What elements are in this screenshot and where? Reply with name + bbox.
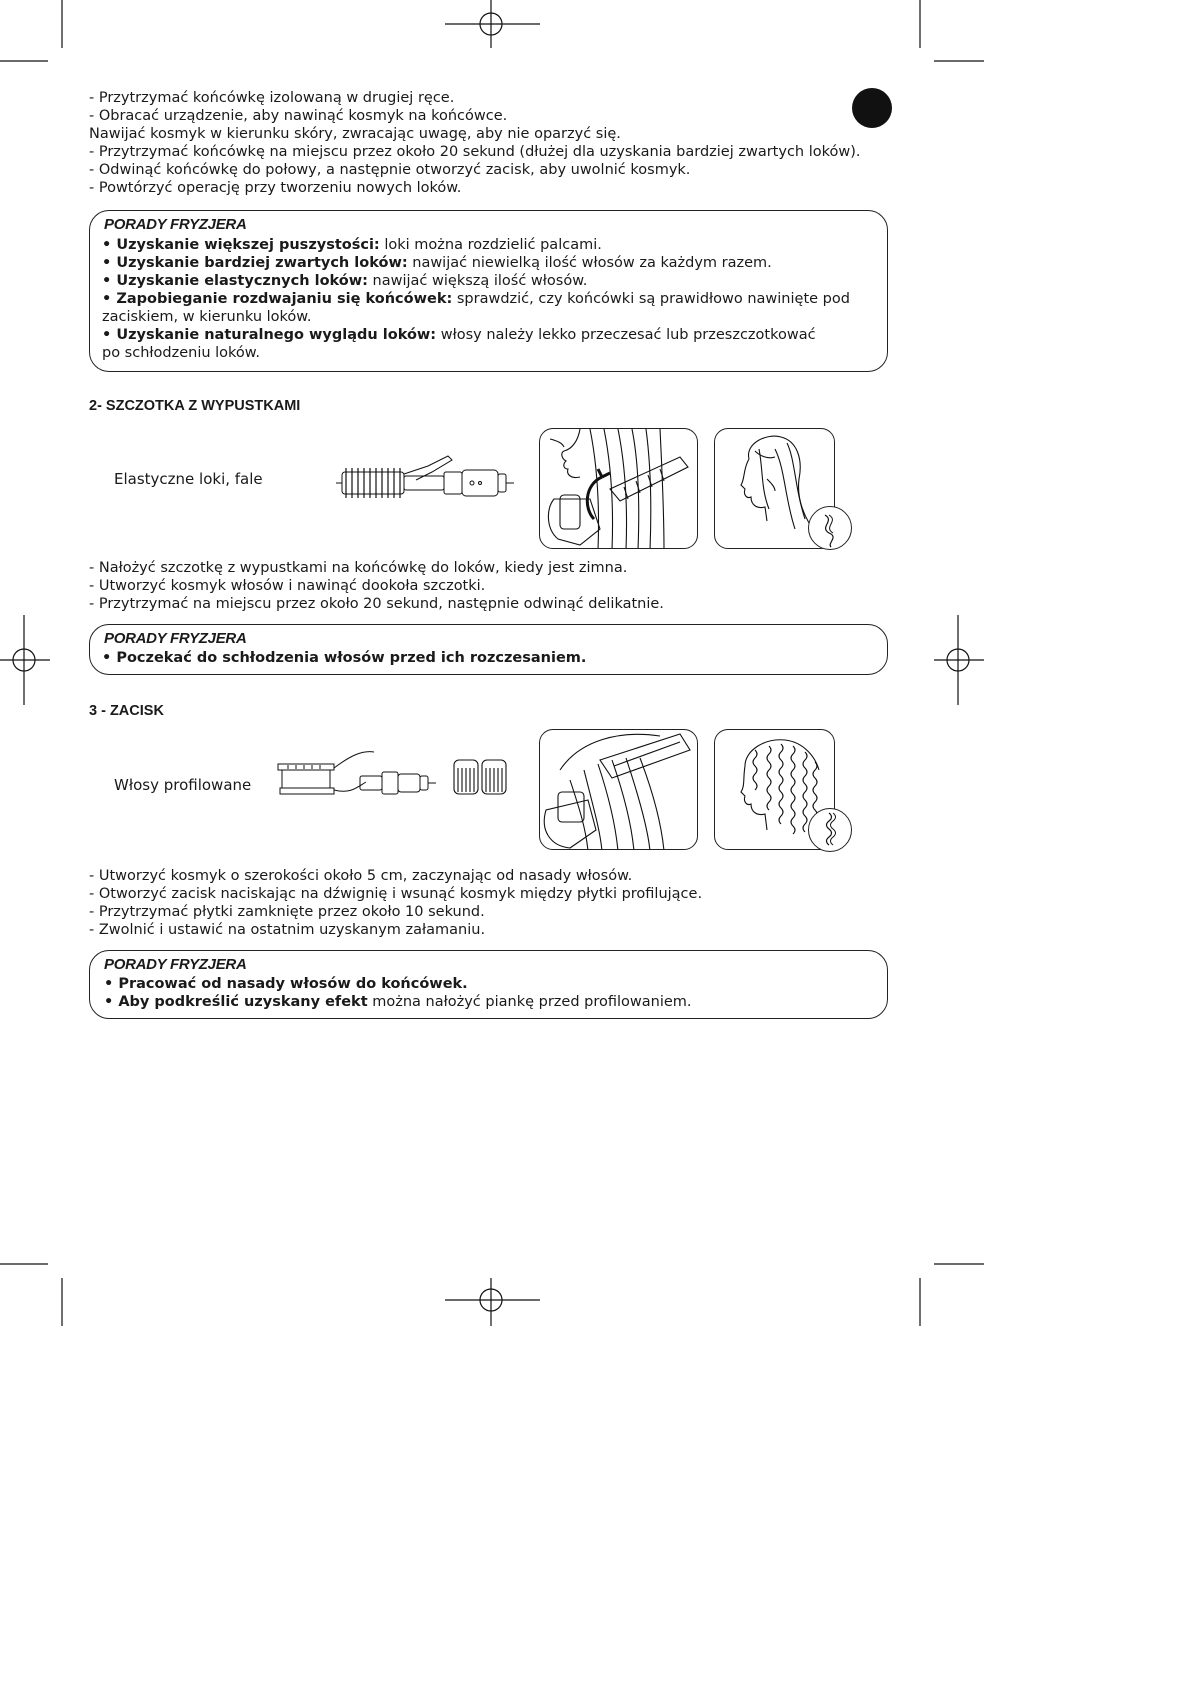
brush-attachment-illustration (336, 452, 516, 504)
intro-line: - Przytrzymać końcówkę na miejscu przez około 20 sekund (dłużej dla uzyskania bardziej zwartych loków). (89, 144, 861, 160)
crimp-detail-circle (808, 808, 852, 852)
instruction-line: - Zwolnić i ustawić na ostatnim uzyskanym załamaniu. (89, 922, 486, 938)
instruction-line: - Otworzyć zacisk naciskając na dźwignię i wsunąć kosmyk między płytki profilujące. (89, 886, 703, 902)
tips-title: PORADY FRYZJERA (104, 216, 247, 233)
intro-line: - Przytrzymać końcówkę izolowaną w drugiej ręce. (89, 90, 455, 106)
tip-item-continuation: zaciskiem, w kierunku loków. (102, 309, 312, 325)
tip-item: • Zapobieganie rozdwajaniu się końcówek: sprawdzić, czy końcówki są prawidłowo nawinięte pod (102, 291, 850, 307)
brushing-illustration (539, 428, 698, 549)
crimping-illustration (539, 729, 698, 850)
tip-item: • Uzyskanie elastycznych loków: nawijać większą ilość włosów. (102, 273, 588, 289)
tips-box-1 (89, 210, 888, 372)
tip-item: • Aby podkreślić uzyskany efekt można nałożyć piankę przed profilowaniem. (104, 994, 692, 1010)
tip-item: • Uzyskanie bardziej zwartych loków: nawijać niewielką ilość włosów za każdym razem. (102, 255, 772, 271)
tip-item-continuation: po schłodzeniu loków. (102, 345, 260, 361)
intro-line: - Odwinąć końcówkę do połowy, a następnie otworzyć zacisk, aby uwolnić kosmyk. (89, 162, 691, 178)
instruction-line: - Nałożyć szczotkę z wypustkami na końcówkę do loków, kiedy jest zimna. (89, 560, 628, 576)
intro-line: Nawijać kosmyk w kierunku skóry, zwracając uwagę, aby nie oparzyć się. (89, 126, 621, 142)
intro-line: - Obracać urządzenie, aby nawinąć kosmyk na końcówce. (89, 108, 508, 124)
tip-item: • Uzyskanie naturalnego wyglądu loków: włosy należy lekko przeczesać lub przeszczotkować (102, 327, 816, 343)
tips-title: PORADY FRYZJERA (104, 956, 247, 973)
instruction-line: - Utworzyć kosmyk włosów i nawinąć dookoła szczotki. (89, 578, 486, 594)
curl-detail-circle (808, 506, 852, 550)
crimper-attachment-illustration (274, 746, 438, 806)
tips-box-3 (89, 950, 888, 1019)
tip-item: • Pracować od nasady włosów do końcówek. (104, 976, 468, 992)
instruction-line: - Utworzyć kosmyk o szerokości około 5 cm, zaczynając od nasady włosów. (89, 868, 633, 884)
intro-line: - Powtórzyć operację przy tworzeniu nowych loków. (89, 180, 462, 196)
tip-item: • Poczekać do schłodzenia włosów przed ich rozczesaniem. (102, 650, 587, 666)
result-label-clamp: Włosy profilowane (114, 776, 252, 794)
crimper-plates-illustration (452, 758, 510, 796)
tips-title: PORADY FRYZJERA (104, 630, 247, 647)
tip-item: • Uzyskanie większej puszystości: loki można rozdzielić palcami. (102, 237, 602, 253)
tips-box-2 (89, 624, 888, 675)
instruction-line: - Przytrzymać płytki zamknięte przez około 10 sekund. (89, 904, 485, 920)
section-heading-brush: 2- SZCZOTKA Z WYPUSTKAMI (89, 398, 301, 414)
instruction-line: - Przytrzymać na miejscu przez około 20 sekund, następnie odwinąć delikatnie. (89, 596, 664, 612)
section-heading-clamp: 3 - ZACISK (89, 703, 164, 719)
language-marker-dot (852, 88, 892, 128)
result-label-brush: Elastyczne loki, fale (114, 470, 263, 488)
